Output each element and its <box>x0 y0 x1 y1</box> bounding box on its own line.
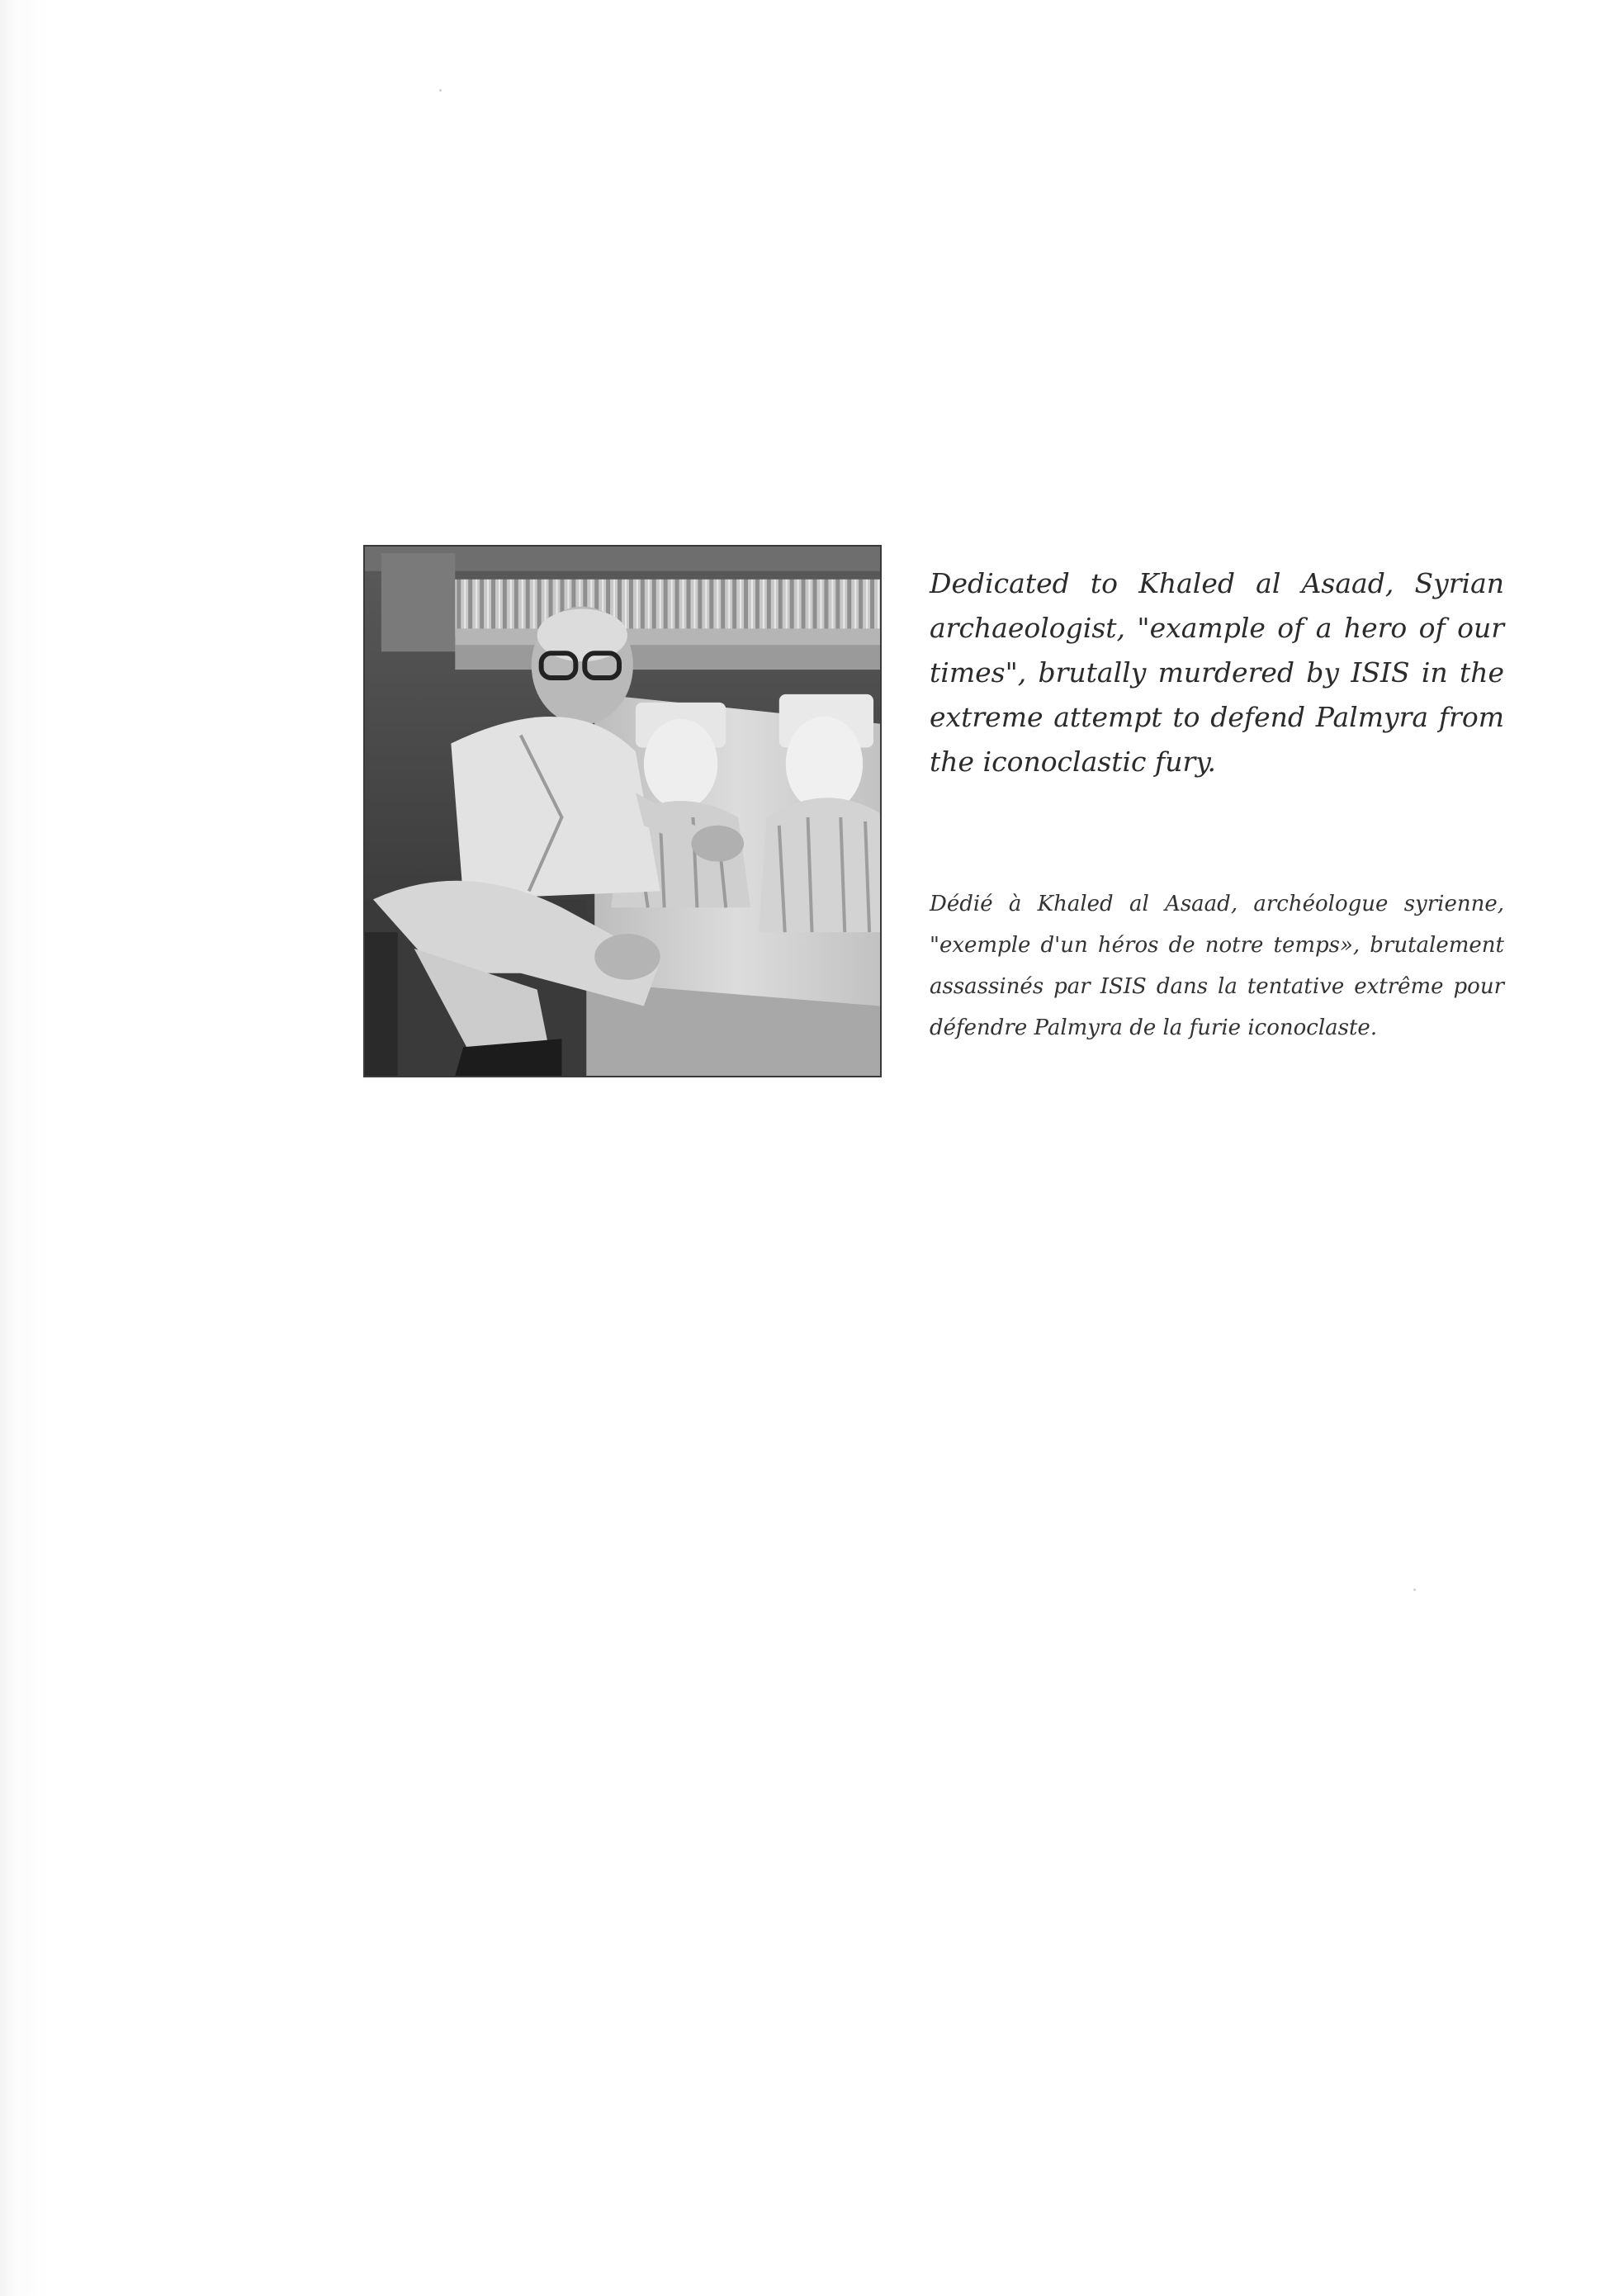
dedication-french: Dédié à Khaled al Asaad, archéologue syrienne, "exemple d'un héros de notre temps», brutalement assassinés par ISIS dans la tentative extrême pour défendre Palmyra de la furie iconoclaste. <box>930 892 1504 1040</box>
dedication-english: Dedicated to Khaled al Asaad, Syrian archaeologist, "example of a hero of our times", brutally murdered by ISIS in the extreme attempt to defend Palmyra from the iconoclastic fury. <box>930 567 1504 778</box>
scan-speck <box>439 89 442 92</box>
dedication-photo <box>363 545 882 1077</box>
photo-image <box>365 547 880 1076</box>
scan-speck <box>1413 1588 1416 1591</box>
